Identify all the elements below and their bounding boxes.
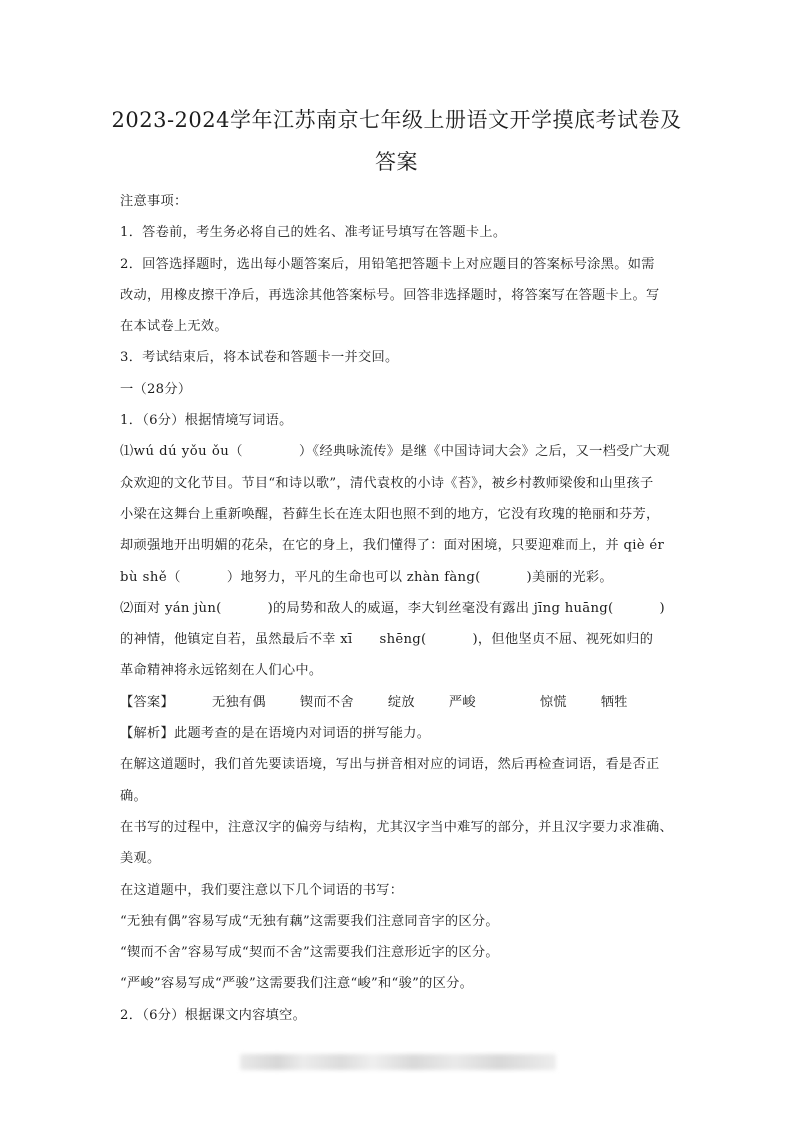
q1-part2-line1 bbox=[120, 593, 676, 624]
notice-item-3: 3．考试结束后，将本试卷和答题卡一并交回。 bbox=[120, 350, 399, 366]
q1-part2-close: ) bbox=[659, 600, 665, 616]
analysis-para-2-line1: 在书写的过程中，注意汉字的偏旁与结构，尤其汉字当中难写的部分，并且汉字要力求准确、 bbox=[120, 819, 673, 835]
q1-part1-line5 bbox=[120, 562, 676, 593]
analysis-line bbox=[120, 718, 676, 749]
notice-heading: 注意事项： bbox=[120, 194, 188, 209]
q1-part1-pinyin-2: bù shě（ bbox=[120, 569, 181, 585]
q1-part1-line3: 小梁在这舞台上重新唤醒，苔藓生长在连太阳也照不到的地方，它没有玫瑰的艳丽和芬芳， bbox=[120, 506, 660, 522]
q1-part1-end: )美丽的光彩。 bbox=[526, 569, 613, 585]
q1-part1-line1 bbox=[120, 436, 676, 467]
q1-part1-line4: 却顽强地开出明媚的花朵，在它的身上，我们懂得了：面对困境，只要迎难而上，并 qiè ér bbox=[120, 538, 665, 554]
analysis-para-2-line2: 美观。 bbox=[120, 851, 161, 867]
question-1: 1．（6分）根据情境写词语。 bbox=[120, 413, 293, 429]
section-heading: 一（28分） bbox=[120, 381, 192, 397]
answer-3: 绽放 bbox=[387, 694, 415, 710]
q1-part2-line2 bbox=[120, 624, 676, 655]
q1-part1-pinyin-3: ）地努力，平凡的生命也可以 zhàn fàng( bbox=[226, 569, 481, 585]
blurred-footer-watermark bbox=[240, 1054, 556, 1070]
notice-item-2-line3: 在本试卷上无效。 bbox=[120, 319, 228, 335]
q1-part1-text: ）《经典咏流传》是继《中国诗词大会》之后，又一档受广大观 bbox=[298, 444, 671, 460]
analysis-note-3: “严峻”容易写成“严骏”这需要我们注意“峻”和“骏”的区分。 bbox=[120, 976, 474, 992]
q1-part2-pinyin-3: 的神情，他镇定自若，虽然最后不幸 xī shēng( bbox=[120, 632, 427, 648]
answer-6: 牺牲 bbox=[600, 694, 628, 710]
analysis-label: 【解析】 bbox=[120, 726, 174, 742]
analysis-text: 此题考查的是在语境内对词语的拼写能力。 bbox=[173, 726, 431, 742]
analysis-para-3: 在这道题中，我们要注意以下几个词语的书写： bbox=[120, 882, 404, 898]
question-2: 2．（6分）根据课文内容填空。 bbox=[120, 1007, 307, 1023]
doc-title-line1: 2023-2024学年江苏南京七年级上册语文开学摸底考试卷及 bbox=[111, 108, 682, 132]
answer-label: 【答案】 bbox=[120, 694, 174, 710]
q1-part2-pinyin-1: ⑵面对 yán jùn( bbox=[120, 600, 222, 616]
notice-item-2-line1: 2．回答选择题时，选出每小题答案后，用铅笔把答题卡上对应题目的答案标号涂黑。如需 bbox=[120, 256, 655, 272]
q1-part1-line2: 众欢迎的文化节目。节目“和诗以歌”，清代袁枚的小诗《苔》，被乡村教师梁俊和山里孩子 bbox=[120, 475, 654, 491]
answer-2: 锲而不舍 bbox=[299, 694, 354, 710]
analysis-para-1-line2: 确。 bbox=[120, 788, 147, 804]
analysis-note-1: “无独有偶”容易写成“无独有藕”这需要我们注意同音字的区分。 bbox=[120, 913, 499, 929]
q1-part2-text: )，但他坚贞不屈、视死如归的 bbox=[472, 632, 654, 648]
q1-part2-pinyin-2: )的局势和敌人的威逼，李大钊丝毫没有露出 jīng huāng( bbox=[267, 600, 614, 616]
answer-5: 惊慌 bbox=[539, 694, 567, 710]
answer-line bbox=[120, 687, 676, 718]
notice-item-2-line2: 改动，用橡皮擦干净后，再选涂其他答案标号。回答非选择题时，将答案写在答题卡上。写 bbox=[120, 287, 660, 303]
q1-part1-pinyin-1: ⑴wú dú yǒu ǒu（ bbox=[120, 444, 243, 460]
doc-body bbox=[120, 186, 676, 1031]
notice-item-1: 1．答卷前，考生务必将自己的姓名、准考证号填写在答题卡上。 bbox=[120, 225, 507, 241]
answer-4: 严峻 bbox=[448, 694, 476, 710]
answer-1: 无独有偶 bbox=[211, 694, 266, 710]
q1-part2-line3: 革命精神将永远铭刻在人们心中。 bbox=[120, 663, 323, 679]
analysis-note-2: “锲而不舍”容易写成“契而不舍”这需要我们注意形近字的区分。 bbox=[120, 945, 499, 961]
doc-title-line2: 答案 bbox=[375, 150, 418, 174]
analysis-para-1-line1: 在解这道题时，我们首先要读语境，写出与拼音相对应的词语，然后再检查词语，看是否正 bbox=[120, 757, 660, 773]
